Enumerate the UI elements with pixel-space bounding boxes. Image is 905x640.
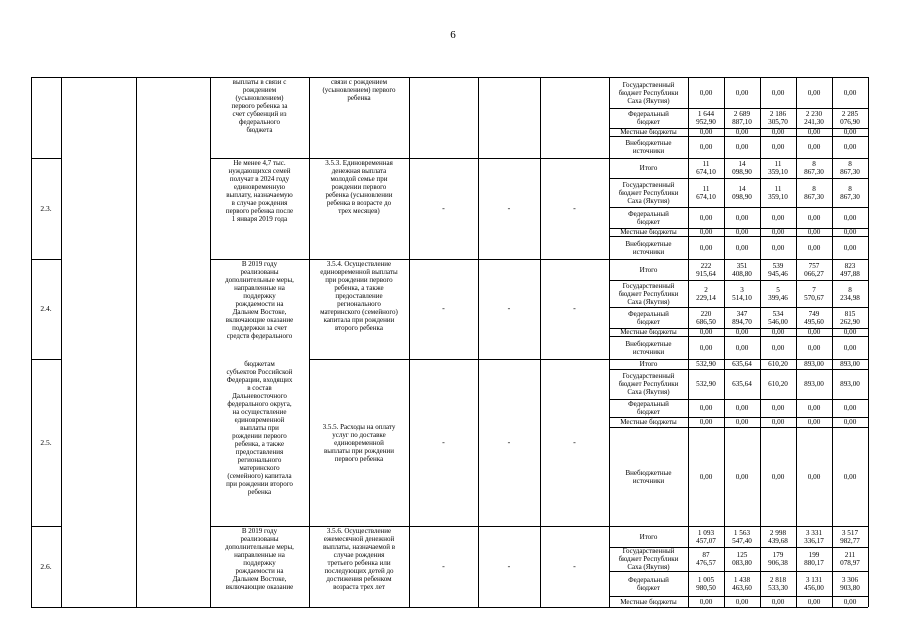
amount-cell: 0,00 bbox=[843, 404, 857, 412]
amount-cell: 0,00 bbox=[735, 243, 749, 252]
dash-cell: - bbox=[507, 437, 511, 447]
table-rule-horizontal bbox=[609, 607, 868, 608]
amount-cell: 0,00 bbox=[771, 418, 785, 426]
amount-cell: 0,00 bbox=[699, 472, 713, 481]
funding-source-label: Внебюджетные источники bbox=[625, 468, 672, 485]
amount-cell: 893,00 bbox=[840, 360, 860, 368]
amount-cell: 11 359,10 bbox=[768, 184, 788, 201]
amount-cell: 2 186 305,70 bbox=[768, 110, 788, 126]
result-text-2-4-continued: бюджетам субъектов Российской Федерации, входящих в состав Дальневосточного федерального округа, на осуществление единовременной выплаты при рождении первого ребенка, а также предоставления регионального материнского (семейного) капитала при рождении второго ребенка bbox=[226, 360, 293, 496]
amount-cell: 0,00 bbox=[807, 228, 821, 236]
amount-cell: 0,00 bbox=[735, 404, 749, 412]
amount-cell: 0,00 bbox=[807, 243, 821, 252]
funding-source-label: Итого bbox=[639, 164, 658, 172]
amount-cell: 0,00 bbox=[771, 88, 785, 97]
amount-cell: 2 230 241,30 bbox=[804, 110, 824, 126]
amount-cell: 0,00 bbox=[735, 597, 749, 606]
amount-cell: 532,90 bbox=[696, 380, 716, 388]
funding-source-label: Местные бюджеты bbox=[620, 597, 677, 606]
amount-cell: 0,00 bbox=[771, 128, 785, 136]
amount-cell: 3 514,10 bbox=[732, 285, 752, 302]
funding-source-label: Итого bbox=[639, 265, 658, 274]
dash-cell: - bbox=[507, 203, 511, 213]
amount-cell: 1 644 952,90 bbox=[696, 110, 716, 126]
amount-cell: 893,00 bbox=[804, 380, 824, 388]
amount-cell: 0,00 bbox=[699, 213, 713, 222]
result-text: В 2019 году реализованы дополнительные меры, направленные на поддержку рождаемости на Дальнем Востоке, включающие оказание bbox=[225, 527, 294, 591]
amount-cell: 0,00 bbox=[699, 597, 713, 606]
amount-cell: 11 359,10 bbox=[768, 160, 788, 176]
table-rule-vertical bbox=[136, 77, 137, 607]
amount-cell: 1 093 457,07 bbox=[696, 528, 716, 545]
amount-cell: 0,00 bbox=[699, 328, 713, 336]
amount-cell: 893,00 bbox=[804, 360, 824, 368]
table-rule-vertical bbox=[61, 77, 62, 607]
amount-cell: 0,00 bbox=[843, 418, 857, 426]
amount-cell: 0,00 bbox=[771, 404, 785, 412]
result-text: Не менее 4,7 тыс. нуждающихся семей получат в 2024 году единовременную выплату, назначаемую в случае рождения первого ребенка после 1 января 2019 года bbox=[225, 159, 294, 223]
amount-cell: 1 005 980,50 bbox=[696, 575, 716, 592]
amount-cell: 8 867,30 bbox=[840, 160, 860, 176]
amount-cell: 87 476,57 bbox=[696, 551, 716, 567]
amount-cell: 0,00 bbox=[807, 88, 821, 97]
amount-cell: 0,00 bbox=[735, 472, 749, 481]
amount-cell: 1 563 547,40 bbox=[732, 528, 752, 545]
amount-cell: 11 674,10 bbox=[696, 184, 716, 201]
funding-source-label: Государственный бюджет Республики Саха (Якутия) bbox=[618, 372, 679, 396]
amount-cell: 0,00 bbox=[771, 328, 785, 336]
amount-cell: 0,00 bbox=[843, 472, 857, 481]
amount-cell: 757 066,27 bbox=[804, 261, 824, 278]
amount-cell: 635,64 bbox=[732, 380, 752, 388]
amount-cell: 823 497,88 bbox=[840, 261, 860, 278]
amount-cell: 0,00 bbox=[807, 128, 821, 136]
funding-source-label: Государственный бюджет Республики Саха (Якутия) bbox=[618, 547, 679, 571]
row-index: 2.3. bbox=[40, 203, 52, 213]
funding-source-label: Местные бюджеты bbox=[620, 418, 677, 426]
amount-cell: 179 906,38 bbox=[768, 551, 788, 567]
amount-cell: 0,00 bbox=[735, 128, 749, 136]
dash-cell: - bbox=[573, 437, 576, 447]
amount-cell: 3 306 903,80 bbox=[840, 575, 860, 592]
amount-cell: 0,00 bbox=[843, 143, 857, 151]
funding-source-label: Федеральный бюджет bbox=[628, 575, 669, 592]
dash-cell: - bbox=[442, 304, 445, 313]
dash-cell: - bbox=[573, 561, 576, 571]
page-number: 6 bbox=[450, 29, 456, 41]
amount-cell: 14 098,90 bbox=[732, 160, 752, 176]
amount-cell: 0,00 bbox=[843, 88, 857, 97]
funding-source-label: Внебюджетные источники bbox=[625, 239, 672, 256]
funding-source-label: Федеральный бюджет bbox=[628, 110, 669, 126]
amount-cell: 0,00 bbox=[807, 418, 821, 426]
table-rule-vertical bbox=[868, 77, 869, 607]
amount-cell: 0,00 bbox=[735, 343, 749, 352]
amount-cell: 1 438 463,60 bbox=[732, 575, 752, 592]
amount-cell: 0,00 bbox=[843, 328, 857, 336]
measure-text: 3.5.4. Осуществление единовременной выплаты при рождении первого ребенка, а также предоставление регионального материнского (семейного) капитала при рождении второго ребенка bbox=[320, 260, 398, 332]
amount-cell: 815 262,90 bbox=[840, 309, 860, 326]
amount-cell: 0,00 bbox=[699, 418, 713, 426]
amount-cell: 2 285 076,90 bbox=[840, 110, 860, 126]
amount-cell: 220 686,50 bbox=[696, 309, 716, 326]
amount-cell: 0,00 bbox=[699, 243, 713, 252]
amount-cell: 610,20 bbox=[768, 360, 788, 368]
funding-source-label: Итого bbox=[639, 532, 658, 541]
row-index: 2.5. bbox=[40, 437, 52, 447]
row-index: 2.6. bbox=[40, 561, 52, 571]
dash-cell: - bbox=[442, 203, 445, 213]
funding-source-label: Местные бюджеты bbox=[620, 328, 677, 336]
amount-cell: 0,00 bbox=[699, 228, 713, 236]
dash-cell: - bbox=[442, 437, 445, 447]
amount-cell: 0,00 bbox=[807, 328, 821, 336]
dash-cell: - bbox=[442, 561, 445, 571]
amount-cell: 0,00 bbox=[735, 418, 749, 426]
amount-cell: 0,00 bbox=[699, 143, 713, 151]
amount-cell: 893,00 bbox=[840, 380, 860, 388]
amount-cell: 0,00 bbox=[807, 343, 821, 352]
funding-source-label: Итого bbox=[639, 360, 658, 368]
funding-source-label: Местные бюджеты bbox=[620, 228, 677, 236]
amount-cell: 3 331 336,17 bbox=[804, 528, 824, 545]
amount-cell: 3 517 982,77 bbox=[840, 528, 860, 545]
amount-cell: 0,00 bbox=[699, 404, 713, 412]
measure-text: 3.5.5. Расходы на оплату услуг по доставке единовременной выплаты при рождении первого ребенка bbox=[322, 422, 396, 463]
amount-cell: 0,00 bbox=[771, 597, 785, 606]
dash-cell: - bbox=[573, 304, 576, 313]
amount-cell: 0,00 bbox=[843, 597, 857, 606]
amount-cell: 0,00 bbox=[771, 343, 785, 352]
amount-cell: 0,00 bbox=[735, 328, 749, 336]
funding-source-label: Государственный бюджет Республики Саха (Якутия) bbox=[618, 281, 679, 306]
result-text-2-2: выплаты в связи с рождением (усыновлением) первого ребенка за счет субвенций из федерального бюджета bbox=[231, 78, 288, 134]
amount-cell: 0,00 bbox=[807, 213, 821, 222]
amount-cell: 14 098,90 bbox=[732, 184, 752, 201]
amount-cell: 610,20 bbox=[768, 380, 788, 388]
amount-cell: 0,00 bbox=[843, 213, 857, 222]
amount-cell: 7 570,67 bbox=[804, 285, 824, 302]
amount-cell: 0,00 bbox=[843, 243, 857, 252]
funding-source-label: Государственный бюджет Республики Саха (Якутия) bbox=[618, 80, 679, 105]
amount-cell: 0,00 bbox=[807, 597, 821, 606]
amount-cell: 0,00 bbox=[807, 143, 821, 151]
funding-source-label: Местные бюджеты bbox=[620, 128, 677, 136]
amount-cell: 0,00 bbox=[807, 404, 821, 412]
amount-cell: 8 867,30 bbox=[840, 184, 860, 201]
amount-cell: 347 894,70 bbox=[732, 309, 752, 326]
amount-cell: 199 880,17 bbox=[804, 551, 824, 567]
amount-cell: 8 867,30 bbox=[804, 184, 824, 201]
funding-source-label: Федеральный бюджет bbox=[628, 209, 669, 226]
funding-source-label: Федеральный бюджет bbox=[628, 400, 669, 416]
amount-cell: 8 867,30 bbox=[804, 160, 824, 176]
amount-cell: 5 399,46 bbox=[768, 285, 788, 302]
amount-cell: 11 674,10 bbox=[696, 160, 716, 176]
amount-cell: 0,00 bbox=[699, 88, 713, 97]
amount-cell: 0,00 bbox=[771, 472, 785, 481]
amount-cell: 2 818 533,30 bbox=[768, 575, 788, 592]
funding-source-label: Государственный бюджет Республики Саха (Якутия) bbox=[618, 180, 679, 205]
amount-cell: 8 234,98 bbox=[840, 285, 860, 302]
amount-cell: 2 689 887,10 bbox=[732, 110, 752, 126]
amount-cell: 0,00 bbox=[843, 228, 857, 236]
measure-text: 3.5.6. Осуществление ежемесячной денежной выплаты, назначаемой в случае рождения третьего ребенка или последующих детей до достижения ребенком возраста трех лет bbox=[322, 527, 396, 591]
amount-cell: 0,00 bbox=[699, 128, 713, 136]
amount-cell: 0,00 bbox=[735, 143, 749, 151]
measure-text-2-2: связи с рождением (усыновлением) первого ребенка bbox=[322, 78, 396, 102]
amount-cell: 749 495,60 bbox=[804, 309, 824, 326]
amount-cell: 3 131 456,00 bbox=[804, 575, 824, 592]
amount-cell: 532,90 bbox=[696, 360, 716, 368]
amount-cell: 222 915,64 bbox=[696, 261, 716, 278]
dash-cell: - bbox=[507, 561, 511, 571]
amount-cell: 211 078,97 bbox=[840, 551, 860, 567]
amount-cell: 2 998 439,68 bbox=[768, 528, 788, 545]
measure-text: 3.5.3. Единовременная денежная выплата молодой семье при рождении первого ребенка (усыновлении ребенка в возрасте до трех месяцев) bbox=[325, 159, 393, 215]
amount-cell: 0,00 bbox=[771, 213, 785, 222]
funding-source-label: Внебюджетные источники bbox=[625, 139, 672, 155]
amount-cell: 534 546,00 bbox=[768, 309, 788, 326]
amount-cell: 0,00 bbox=[843, 128, 857, 136]
amount-cell: 0,00 bbox=[771, 228, 785, 236]
amount-cell: 0,00 bbox=[735, 88, 749, 97]
dash-cell: - bbox=[573, 203, 576, 213]
amount-cell: 0,00 bbox=[735, 228, 749, 236]
amount-cell: 0,00 bbox=[807, 472, 821, 481]
amount-cell: 0,00 bbox=[699, 343, 713, 352]
result-text: В 2019 году реализованы дополнительные меры, направленные на поддержку рождаемости на Дальнем Востоке, включающие оказание поддержки за счет средств федерального bbox=[225, 260, 294, 340]
amount-cell: 635,64 bbox=[732, 360, 752, 368]
amount-cell: 0,00 bbox=[771, 143, 785, 151]
row-index: 2.4. bbox=[40, 304, 52, 313]
amount-cell: 0,00 bbox=[735, 213, 749, 222]
amount-cell: 125 083,80 bbox=[732, 551, 752, 567]
amount-cell: 351 408,80 bbox=[732, 261, 752, 278]
amount-cell: 0,00 bbox=[771, 243, 785, 252]
dash-cell: - bbox=[507, 304, 511, 313]
funding-source-label: Внебюджетные источники bbox=[625, 339, 672, 356]
funding-source-label: Федеральный бюджет bbox=[628, 309, 669, 326]
amount-cell: 2 229,14 bbox=[696, 285, 716, 302]
amount-cell: 539 945,46 bbox=[768, 261, 788, 278]
amount-cell: 0,00 bbox=[843, 343, 857, 352]
